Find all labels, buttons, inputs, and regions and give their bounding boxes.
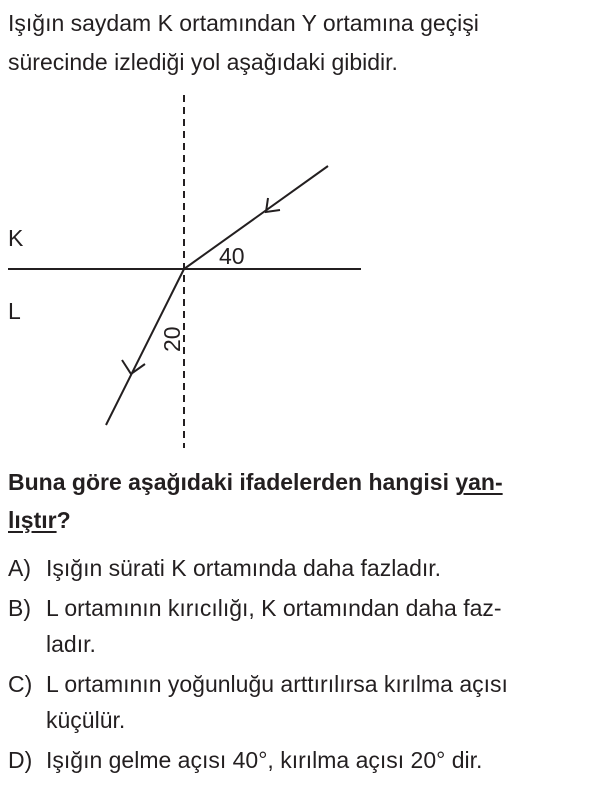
incident-ray (184, 166, 328, 269)
option-a-line-1: Işığın sürati K ortamında daha fazladır. (46, 555, 442, 581)
option-c-line-1: L ortamının yoğunluğu arttırılırsa kırılma açısı (46, 671, 508, 697)
question-line-2 (8, 501, 593, 539)
option-d[interactable] (8, 742, 593, 778)
refracted-arrow-icon (122, 360, 145, 374)
option-b-line-2: ladır. (46, 631, 96, 657)
option-c-line-2: küçülür. (46, 707, 126, 733)
question-mark: ? (56, 507, 71, 533)
question-emphasis-2: lıştır (8, 507, 57, 533)
question-emphasis-1: yan- (455, 469, 503, 495)
option-c-text (8, 666, 593, 738)
refraction-angle-label: 20 (159, 326, 185, 352)
question-line-1 (8, 463, 593, 501)
question-prompt (8, 463, 593, 539)
option-d-label: D) (8, 747, 33, 773)
intro-line-1: Işığın saydam K ortamından Y ortamına geçişi (8, 10, 479, 36)
option-a-text (8, 550, 593, 586)
option-b-line-1: L ortamının kırıcılığı, K ortamından daha faz- (46, 595, 502, 621)
option-d-line-1: Işığın gelme açısı 40°, kırılma açısı 20° dir. (46, 747, 483, 773)
option-a-label: A) (8, 555, 31, 581)
medium-k-label: K (8, 225, 24, 251)
option-b-label: B) (8, 595, 31, 621)
answer-options (8, 550, 593, 782)
option-b-text (8, 590, 593, 662)
intro-line-2: sürecinde izlediği yol aşağıdaki gibidir. (8, 49, 398, 75)
option-c-label: C) (8, 671, 33, 697)
option-a[interactable] (8, 550, 593, 586)
question-text: Buna göre aşağıdaki ifadelerden hangisi (8, 469, 456, 495)
incidence-angle-label: 40 (219, 243, 245, 269)
option-d-text (8, 742, 593, 778)
option-b[interactable] (8, 590, 593, 662)
option-c[interactable] (8, 666, 593, 738)
medium-l-label: L (8, 298, 21, 324)
